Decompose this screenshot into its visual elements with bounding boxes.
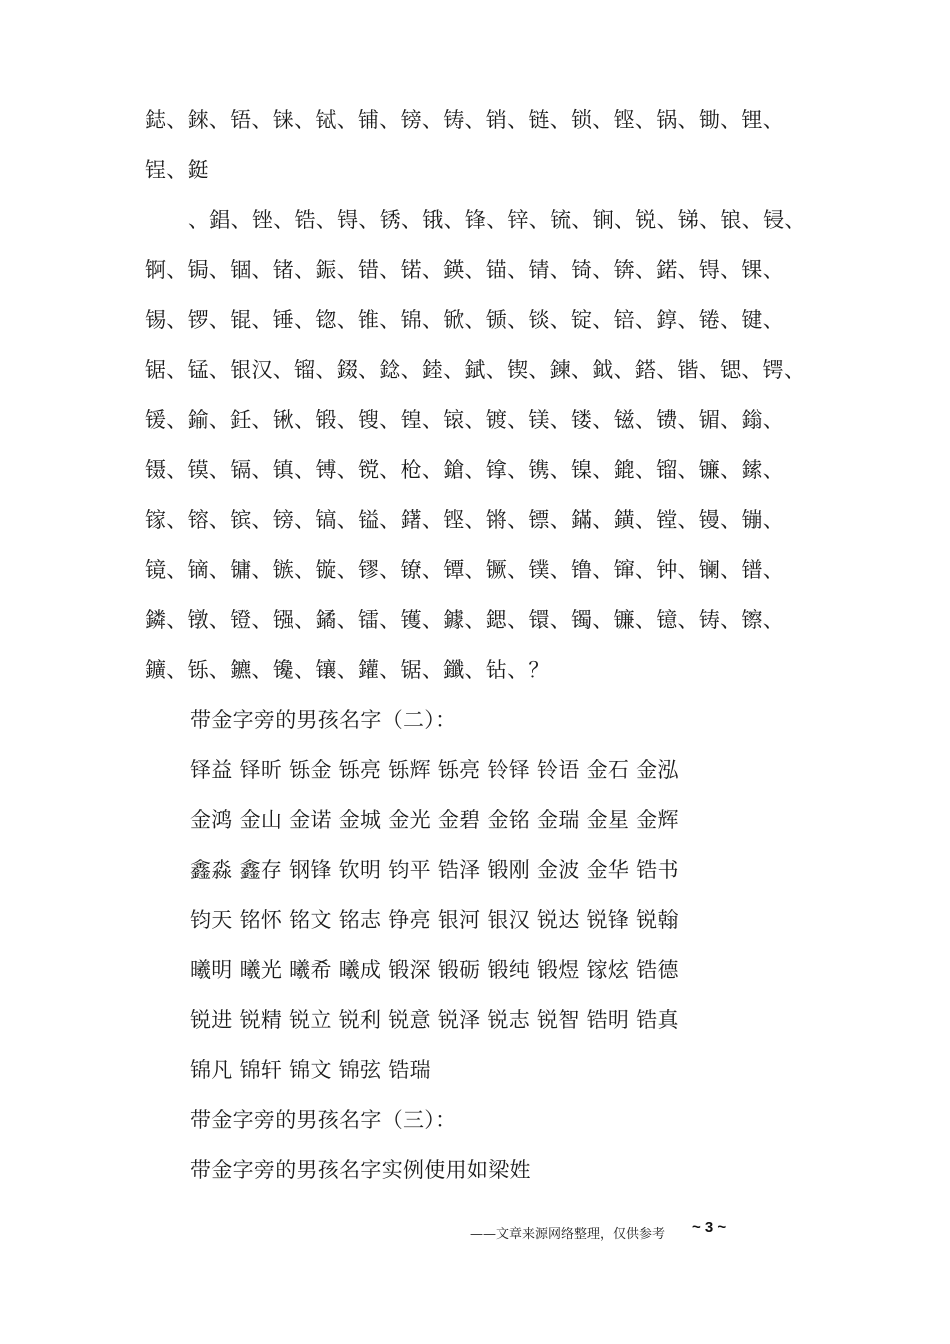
example-text: 带金字旁的男孩名字实例使用如梁姓 bbox=[190, 1158, 531, 1182]
footer-note: ——文章来源网络整理，仅供参考 bbox=[470, 1227, 666, 1242]
char-list-line: 鋕、錸、铻、铼、铽、铺、镑、铸、销、链、锁、铿、锅、锄、锂、 bbox=[145, 108, 784, 132]
page-number: ~ 3 ~ bbox=[692, 1219, 727, 1236]
name-row: 金鸿 金山 金诺 金城 金光 金碧 金铭 金瑞 金星 金辉 bbox=[190, 808, 679, 832]
char-list-line: 镓、镕、镔、镑、镐、镒、鐯、铿、锵、镖、鏋、鐄、镗、镘、镚、 bbox=[145, 508, 784, 532]
char-list-line: 鑛、铄、鑣、镵、镶、鑵、锯、鑯、钻、？ bbox=[145, 658, 550, 682]
section-heading-3: 带金字旁的男孩名字（三）： bbox=[190, 1108, 457, 1132]
char-list-line: 鏻、镦、镫、镪、鐍、镭、镬、鐻、鍶、镮、镯、镰、镱、铸、镲、 bbox=[145, 608, 784, 632]
char-list-line: 锡、锣、锟、锤、锪、锥、锦、锨、锧、锬、锭、锫、錞、锩、键、 bbox=[145, 308, 784, 332]
name-row: 钧天 铭怀 铭文 铭志 铮亮 银河 银汉 锐达 锐锋 锐翰 bbox=[190, 908, 679, 932]
section-heading-2: 带金字旁的男孩名字（二）： bbox=[190, 708, 457, 732]
name-row: 曦明 曦光 曦希 曦成 锻深 锻砺 锻纯 锻煜 镓炫 锆德 bbox=[190, 958, 679, 982]
char-list-line: 镜、镝、镛、镞、镟、镠、镣、镡、镢、镤、镥、镩、钟、镧、镨、 bbox=[145, 558, 784, 582]
char-list-line: 锾、鍮、鈓、锹、锻、锼、锽、锿、镀、镁、镂、镃、镄、镅、鎓、 bbox=[145, 408, 784, 432]
char-list-line: 锃、鋌 bbox=[145, 158, 209, 182]
char-list-line: 锕、锔、锢、锗、鋠、错、锘、鍈、锚、锖、锜、锛、鍩、锝、锞、 bbox=[145, 258, 784, 282]
name-row: 铎益 铎昕 铄金 铄亮 铄辉 铄亮 铃铎 铃语 金石 金泓 bbox=[190, 758, 679, 782]
name-row: 锦凡 锦轩 锦文 锦弦 锆瑞 bbox=[190, 1058, 431, 1082]
name-row: 鑫淼 鑫存 钢锋 钦明 钧平 锆泽 锻刚 金波 金华 锆书 bbox=[190, 858, 679, 882]
char-list-line: 镊、镆、镉、镇、镈、镋、枪、鎗、镎、镌、镍、鎞、镏、镰、鎍、 bbox=[145, 458, 784, 482]
char-list-line: 、錩、锉、锆、锝、锈、锇、锋、锌、锍、锏、锐、锑、锒、锓、 bbox=[188, 208, 806, 232]
char-list-line: 锯、锰、银汉、镏、錣、錜、錴、錻、锲、鍊、鉞、鎝、锴、锶、锷、 bbox=[145, 358, 806, 382]
name-row: 锐进 锐精 锐立 锐利 锐意 锐泽 锐志 锐智 锆明 锆真 bbox=[190, 1008, 679, 1032]
